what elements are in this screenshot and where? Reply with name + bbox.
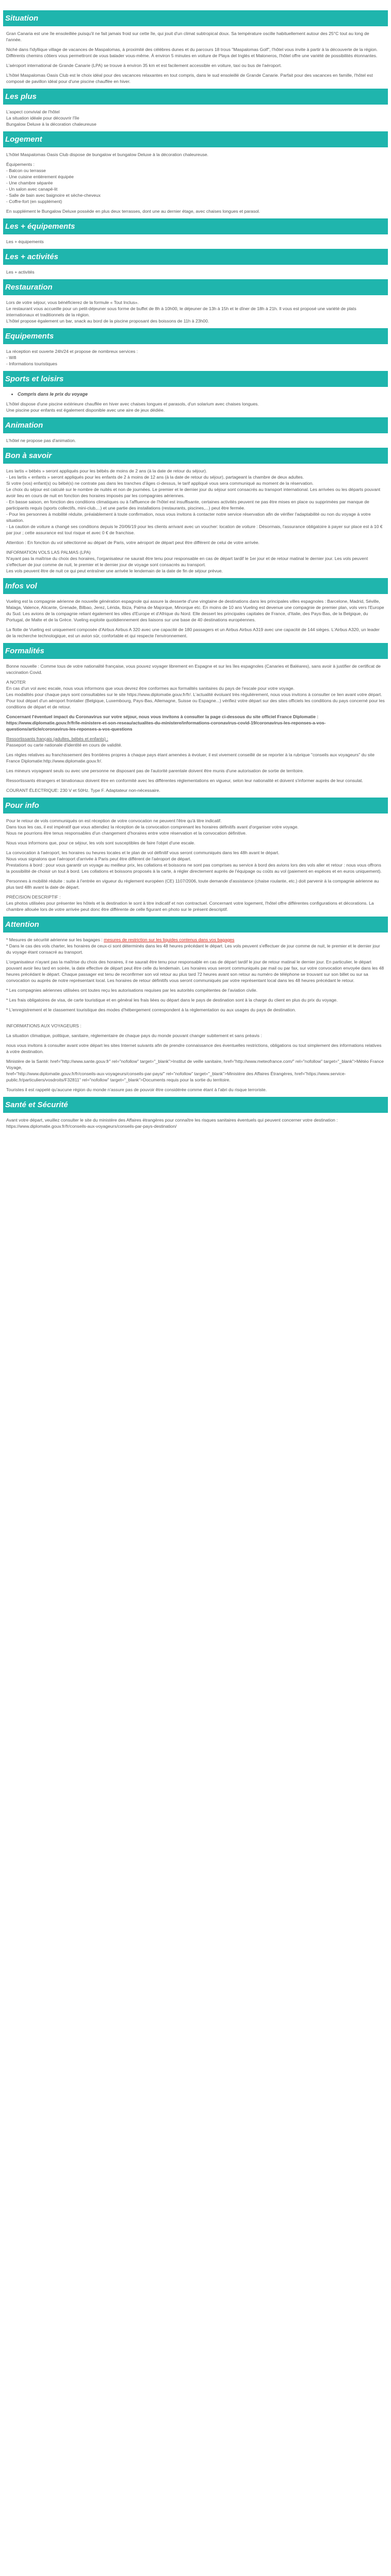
- formalites-paragraph: En cas d'un vol avec escale, nous vous informons que vous devrez être conformes aux formalités sanitaires du pays de l'escale pour votre voyage.: [6, 686, 295, 691]
- situation-body: [3, 30, 388, 84]
- logement-equipment-item: - Un salon avec canapé-lit: [6, 187, 58, 192]
- pour-info-paragraph: Pour le retour de vols communiqués on est réception de votre convocation ne peuvent l'être qu'à titre indicatif.: [6, 818, 222, 823]
- logement-equipment-item: - Salle de bain avec baignoire et sèche-cheveux: [6, 193, 101, 198]
- formalites-paragraph: Les règles relatives au franchissement des frontières propres à chaque pays étant amenées à évoluer, il est vivement conseillé de se reporter à la rubrique "conseils aux voyageurs" du site France Diplomatie:http://www.diplomatie.gouv.fr/.: [6, 752, 375, 764]
- sports-paragraph: Une piscine pour enfants est également disponible avec une aire de jeux dédiée.: [6, 408, 165, 413]
- attention-paragraph: * L'enregistrement et le classement touristique des modes d'hébergement correspondent à la réglementation ou aux usages du pays de destination.: [6, 1007, 296, 1012]
- pour-info-paragraph: Les photos utilisées pour présenter les hôtels et la destination le sont à titre indicatif et non contractuel. Concernant votre logement, l'hôtel offre différentes configurations et décorations. La chambre allouée lors de votre arrivée peut donc être différente de celle figurant en photo sur le présent descriptif.: [6, 901, 374, 912]
- situation-paragraph: Gran Canaria est une île ensoleillée puisqu'il ne fait jamais froid sur cette île, qui jouit d'un climat subtropical doux. Sa température oscille habituellement autour des 25°C tout au long de l'année.: [6, 31, 369, 42]
- section-title-formalites: Formalités: [3, 643, 388, 659]
- section-title-animation: Animation: [3, 417, 388, 433]
- liquids-restriction-link[interactable]: mesures de restriction sur les liquides contenus dans vos bagages: [104, 937, 235, 942]
- situation-paragraph: Niché dans l'idyllique village de vacances de Maspalomas, à proximité des célèbres dunes et du parcours 18 trous "Maspalomas Golf", l'hôtel vous invite à partir à la découverte de la région. Différents chemins côtiers vous permettront de vous balader vous-même. À environ 5 minutes en voiture de Playa del Inglés et Maloneros, l'hôtel offre une variété de possibilités étonnantes.: [6, 47, 378, 58]
- equipements-hotel-line: - Wifi: [6, 355, 17, 360]
- logement-equipment-item: - Balcon ou terrasse: [6, 168, 46, 173]
- section-title-restauration: Restauration: [3, 279, 388, 295]
- attention-security-label: * Mesures de sécurité aérienne sur les bagages :: [6, 937, 103, 942]
- formalites-nationals-title: Ressortissants français (adultes, bébés et enfants) :: [6, 736, 108, 741]
- formalites-body: [3, 663, 388, 793]
- hotel-description-page: [3, 10, 388, 1129]
- situation-paragraph: L'aéroport international de Grande Canarie (LPA) se trouve à environ 35 km et est facilement accessible en voiture, taxi ou bus de l'aéroport.: [6, 63, 282, 68]
- infos-vol-paragraph: La flotte de Vueling est uniquement composée d'Airbus Airbus A 320 avec une capacité de 180 passagers et un Airbus Airbus A319 avec une capacité de 144 sièges. L'Airbus A320, un leader de la recherche technologique, est un avion sûr, confortable et qui respecte l'environnement.: [6, 627, 380, 638]
- pour-info-paragraph: Nous ne pourrions être tenus responsables d'un changement d'horaires entre votre réservation et la convocation définitive.: [6, 831, 247, 836]
- plus-line: L'aspect convivial de l'hôtel: [6, 109, 60, 114]
- restauration-body: [3, 299, 388, 324]
- attention-body: [3, 937, 388, 1093]
- sports-paragraph: L'hôtel dispose d'une piscine extérieure chauffée en hiver avec chaises longues et parasols, d'un solarium avec chaises longues.: [6, 401, 259, 406]
- section-title-infos-vol: Infos vol: [3, 578, 388, 594]
- attention-paragraph: Touristes il est rappelé qu'aucune région du monde n'assure pas de pouvoir être considérée comme étant à l'abri du risque terroriste.: [6, 1087, 267, 1092]
- sante-paragraph: Avant votre départ, veuillez consulter le site du ministère des Affaires étrangères pour connaître les risques sanitaires éventuels qui peuvent concerner votre destination : https://www.diplomatie.gouv.fr/fr/conseils-aux-voyageurs/conseils-par-pays-destination/: [6, 1117, 338, 1129]
- bon-a-savoir-paragraph: - En basse saison, en fonction des conditions climatiques ou à l'affluence de l'hôtel est insuffisante, certaines activités peuvent ne pas être mises en place ou supprimées par manque de participants requis (sports collectifs, mini-club,...) et une partie des installations (restaurants, piscines,...) peut être fermée.: [6, 499, 369, 511]
- plus-line: Bungalow Deluxe à la décoration chaleureuse: [6, 122, 96, 127]
- attention-paragraph: nous vous invitons à consulter avant votre départ les sites Internet suivants afin de prendre connaissance des éventuelles restrictions, obligations ou tout simplement des informations relatives à votre destination.: [6, 1043, 382, 1054]
- pour-info-paragraph: Prestations à bord : pour vous garantir un voyage au meilleur prix, les collations et boissons ne sont pas comprises au service à bord des avions lors des vols aller et retour : nous vous offrons la possibilité de choisir un tout à bord. Les collations et boissons proposés à la carte, à régler directement auprès de l'équipage ou coûts au vol (paiement en espèces et en euros uniquement).: [6, 862, 382, 874]
- bon-a-savoir-paragraph: Attention : En fonction du vol sélectionné au départ de Paris, votre aéroport de départ peut être différent de celui de votre arrivée.: [6, 540, 259, 545]
- sports-body: [3, 391, 388, 413]
- animation-body: [3, 437, 388, 444]
- formalites-coronavirus-link[interactable]: https://www.diplomatie.gouv.fr/fr/le-ministere-et-son-reseau/actualites-du-ministere/informations-coronavirus-covid-19/coronavirus-les-reponses-a-vos-questions/article/coronavirus-les-reponses-a-vos-questions: [6, 720, 326, 732]
- logement-deluxe: En supplément le Bungalow Deluxe possède en plus deux terrasses, dont une au dernier étage, avec chaises longues et parasol.: [6, 209, 260, 214]
- activites-text: Les + activités: [6, 269, 35, 275]
- formalites-paragraph: Passeport ou carte nationale d'identité en cours de validité.: [6, 742, 122, 748]
- attention-paragraph: [6, 937, 385, 943]
- situation-paragraph: L'hôtel Maspalomas Oasis Club est le choix idéal pour des vacances relaxantes en tout compris, dans le sud ensoleillé de Grande Canarie. Parfait pour des vacances en famille, l'hôtel est composé de pavillon idéal pour d'une piscine chauffée en hiver.: [6, 73, 373, 84]
- formalites-paragraph: Pour tout départ d'un aéroport frontalier (Belgique, Luxembourg, Pays-Bas, Allemagne, Suisse ou Espagne...) vérifiez votre départ sur des sites officiels les conditions du pays concerné pour les conditions de départ et de retour.: [6, 698, 385, 709]
- section-title-sports: Sports et loisirs: [3, 371, 388, 387]
- plus-line: La situation idéale pour découvrir l'île: [6, 115, 79, 121]
- logement-equipment-title: Équipements :: [6, 162, 35, 167]
- attention-paragraph: * Les compagnies aériennes utilisées ont toutes reçu les autorisations requises par les autorités compétentes de l'aviation civile.: [6, 988, 257, 993]
- formalites-paragraph: COURANT ÉLECTRIQUE: 230 V et 50Hz. Type F. Adaptateur non-nécessaire.: [6, 788, 160, 793]
- attention-paragraph: * Dans le cas des vols charter, les horaires de ceux-ci sont déterminés dans les 48 heures précédant le départ. Les vols peuvent s'effectuer de jour comme de nuit, le premier et le dernier jour du voyage étant consacré au transport.: [6, 943, 380, 955]
- formalites-coronavirus-notice: Concernant l'éventuel impact du Coronavirus sur votre séjour, nous vous invitons à consulter la page ci-dessous du site officiel France Diplomatie :: [6, 714, 319, 719]
- infos-vol-body: [3, 598, 388, 639]
- bon-a-savoir-paragraph: - Les lartis « enfants » seront appliqués pour les enfants de 2 à moins de 12 ans (à la date de retour du séjour), partageant la chambre de deux adultes.: [6, 474, 304, 480]
- equipements-hotel-line: La réception est ouverte 24h/24 et propose de nombreux services :: [6, 349, 138, 354]
- pour-info-paragraph: Dans tous les cas, il est impératif que vous attendiez la réception de la convocation comprenant les horaires définitifs avant d'organiser votre voyage.: [6, 824, 299, 829]
- bon-a-savoir-paragraph: - Pour les personnes à mobilité réduite, préalablement à toute confirmation, nous vous invitons à contacter notre service réservation afin de vérifier l'adaptabilité ou non du voyage à votre situation.: [6, 512, 371, 523]
- pour-info-body: [3, 818, 388, 912]
- attention-links-paragraph[interactable]: href="http://www.diplomatie.gouv.fr/fr/conseils-aux-voyageurs/conseils-par-pays/" rel="nofollow" target="_blank">Ministère des Affaires Étrangères, href="https://www.service-public.fr/particuliers/vosdroits/F32811" rel="nofollow" target="_blank">Documents requis pour la sortie du territoire.: [6, 1071, 346, 1082]
- formalites-paragraph: Ressortissants étrangers et binationaux doivent être en conformité avec les différentes réglementations en vigueur, selon leur nationalité et doivent s'informer auprès de leur consulat.: [6, 778, 363, 783]
- bon-a-savoir-paragraph: INFORMATION VOLS LAS PALMAS (LPA): [6, 550, 91, 555]
- sports-bullet-item: • Compris dans le prix du voyage: [18, 391, 385, 397]
- equipements-text: Les + équipements: [6, 239, 44, 244]
- bon-a-savoir-paragraph: Si votre (vos) enfant(s) ou bébé(s) ne contrate pas dans les tranches d'âges ci-dessus, le tarif appliqué vous sera communiqué au moment de la réservation.: [6, 481, 314, 486]
- bon-a-savoir-paragraph: - La caution de voiture a changé ses conditions depuis le 20/06/19 pour les clients arrivant avec un voucher: location de voiture : Désormais, l'assurance obligatoire à payer sur place est à 10 € par jour ; cette assurance est tout risque et avec 0 € de franchise.: [6, 524, 383, 535]
- restauration-paragraph: Le restaurant vous accueille pour un petit-déjeuner sous forme de buffet de 8h à 10h00, le déjeuner de 13h à 15h et le dîner de 18h à 21h. Il vous est proposé une variété de plats internationaux et traditionnels de la région.: [6, 306, 356, 317]
- activites-body: [3, 269, 388, 275]
- logement-equipment-item: - Une cuisine entièrement équipée: [6, 174, 74, 179]
- formalites-paragraph: Les modalités pour chaque pays sont consultables sur le site https://www.diplomatie.gouv.fr/fr/. L'actualité évoluant très régulièrement, nous vous invitons à consulter ce lien avant votre départ.: [6, 692, 382, 697]
- equipements-hotel-line: - Informations touristiques: [6, 361, 57, 366]
- pour-info-paragraph: Nous vous informons que, pour ce séjour, les vols sont susceptibles de faire l'objet d'une escale.: [6, 840, 196, 845]
- pour-info-paragraph: PRÉCISION DESCRIPTIF :: [6, 894, 61, 900]
- logement-equipment-item: - Une chambre séparée: [6, 180, 53, 185]
- logement-equipment-item: - Coffre-fort (en supplément): [6, 199, 62, 204]
- bon-a-savoir-paragraph: N'ayant pas la maîtrise du choix des horaires, l'organisateur ne saurait être tenu pour responsable en cas de départ tardif le 1er jour et de retour matinal le dernier jour. Les vols peuvent s'effectuer de jour comme de nuit, le premier et le dernier jour de voyage sont consacrés au transport.: [6, 556, 368, 567]
- section-title-bon-a-savoir: Bon à savoir: [3, 448, 388, 464]
- equipements-body: [3, 239, 388, 245]
- logement-body: [3, 151, 388, 214]
- animation-text: L'hôtel ne propose pas d'animation.: [6, 438, 76, 443]
- pour-info-paragraph: Nous vous signalons que l'aéroport d'arrivée à Paris peut être différent de l'aéroport de départ.: [6, 856, 191, 861]
- attention-links-paragraph[interactable]: Ministère de la Santé: href="http://www.sante.gouv.fr" rel="nofollow" target="_blank">Institut de veille sanitaire, href="http://www.meteofrance.com/" rel="nofollow" target="_blank">Météo France Voyage,: [6, 1059, 384, 1070]
- pour-info-paragraph: Personnes à mobilité réduite : suite à l'entrée en vigueur du règlement européen (CE) 1107/2006, toute demande d'assistance (chaise roulante, etc.) doit parvenir à la compagnie aérienne au plus tard 48h avant la date de départ.: [6, 878, 379, 890]
- logement-intro: L'hôtel Maspalomas Oasis Club dispose de bungalow et bungalow Deluxe à la décoration chaleureuse.: [6, 152, 208, 157]
- restauration-paragraph: L'hôtel propose également un bar, snack au bord de la piscine proposant des boissons de 11h à 23h00.: [6, 318, 209, 324]
- bon-a-savoir-body: [3, 468, 388, 574]
- attention-travelers-info-title: INFORMATIONS AUX VOYAGEURS :: [6, 1023, 82, 1028]
- bon-a-savoir-paragraph: Les vols peuvent être de nuit ce qui peut entraîner une arrivée le lendemain de la date de fin de séjour prévue.: [6, 568, 223, 573]
- formalites-note-title: A NOTER: [6, 680, 26, 685]
- restauration-paragraph: Lors de votre séjour, vous bénéficierez de la formule « Tout Inclus».: [6, 300, 139, 305]
- infos-vol-paragraph: Vueling est la compagnie aérienne de nouvelle génération espagnole qui assure la desserte d'une vingtaine de destinations dans les principales villes espagnoles : Barcelone, Madrid, Séville, Malaga, Valence, Alicante, Grenade, Bilbao, Jerez, Lérida, Ibiza, Palma de Majorque, Minorque etc. En moins de 10 ans Vueling est devenue une compagnie de premier plan, vols vers l'Europe du Sud. Les avions de la compagnie reliant également les villes d'Europe et d'Afrique du Nord. Elle dessert les principales capitales de France, d'Italie, des Pays-Bas, de la Belgique, du Portugal, de Malte et de la Grèce. Vueling exploite quotidiennement des liaisons sur une base de 40 destinations européennes.: [6, 599, 384, 622]
- section-title-plus: Les plus: [3, 89, 388, 105]
- section-title-situation: Situation: [3, 10, 388, 26]
- bon-a-savoir-paragraph: Le choix du séjour est calculé sur le nombre de nuités et non de journées. Le premier et le dernier jour du séjour sont consacrés au transport international. Les arrivées ou les départs pouvant avoir lieu en cours de nuit en fonction des horaires imposés par les compagnies aériennes.: [6, 487, 381, 498]
- section-title-equipements: Les + équipements: [3, 218, 388, 234]
- sports-bullet-list: [6, 391, 385, 397]
- section-title-attention: Attention: [3, 917, 388, 933]
- formalites-paragraph: Bonne nouvelle : Comme tous de votre nationalité française, vous pouvez voyager librement en Espagne et sur les îles espagnoles (Canaries et Baléares), sans avoir à justifier de certificat de vaccination Covid.: [6, 664, 381, 675]
- equipements-hotel-body: [3, 348, 388, 367]
- plus-body: [3, 109, 388, 127]
- sante-body: [3, 1117, 388, 1129]
- attention-paragraph: L'organisateur n'ayant pas la maîtrise du choix des horaires, il ne saurait être tenu pour responsable en cas de départ tardif le jour de retour matinal le dernier jour. En particulier, le départ pouvant avoir lieu tard en soirée, la date effective de départ peut être celle du lendemain. Les horaires vous seront communiqués par mail ou par fax, sur votre convocation envoyée dans les 48 heures précédant le départ. Chaque passager est tenu de reconfirmer son vol retour au plus tard 72 heures avant son retour au numéro de téléphone se trouvant sur son billet ou sur sa convocation ou auprès de notre représentant local. Les horaires de retour définitifs vous seront communiqués par votre représentant local dans les 48 heures précédant le retour.: [6, 959, 384, 983]
- attention-paragraph: * Les frais obligatoires de visa, de carte touristique et en général les frais liées ou départ dans le pays de destination sont à la charge du client en plus du prix du voyage.: [6, 997, 338, 1003]
- section-title-activites: Les + activités: [3, 249, 388, 265]
- section-title-sante: Santé et Sécurité: [3, 1097, 388, 1113]
- section-title-logement: Logement: [3, 131, 388, 147]
- attention-paragraph: La situation climatique, politique, sanitaire, réglementaire de chaque pays du monde pouvant changer subitement et sans préavis :: [6, 1033, 262, 1038]
- section-title-pour-info: Pour info: [3, 798, 388, 814]
- formalites-paragraph: Les mineurs voyageant seuls ou avec une personne ne disposant pas de l'autorité parentale doivent être munis d'une autorisation de sortie de territoire.: [6, 768, 304, 773]
- bon-a-savoir-paragraph: Les lartis « bébés » seront appliqués pour les bébés de moins de 2 ans (à la date de retour du séjour).: [6, 468, 207, 473]
- pour-info-paragraph: La convocation à l'aéroport, les horaires ou heures locales et le plan de vol définitif vous seront communiqués dans les 48h avant le départ.: [6, 850, 280, 855]
- section-title-equipements-hotel: Equipements: [3, 328, 388, 344]
